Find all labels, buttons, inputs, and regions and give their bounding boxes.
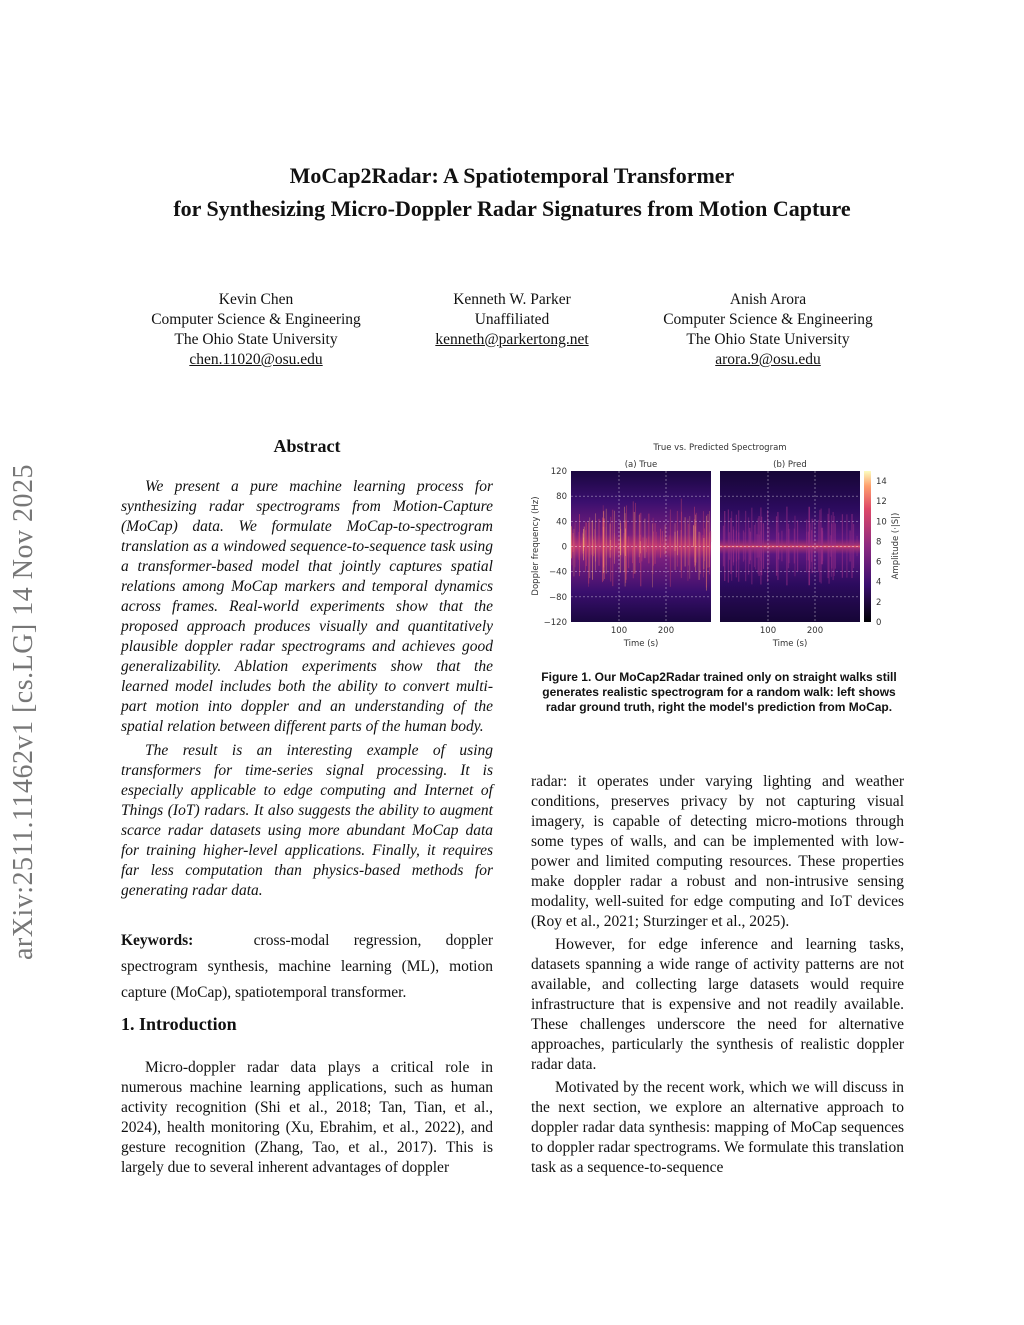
y-tick-label: 0 xyxy=(561,542,567,553)
colorbar-tick-label: 0 xyxy=(876,618,882,628)
y-axis-label: Doppler frequency (Hz) xyxy=(531,496,541,596)
x-tick-label: 200 xyxy=(657,626,675,636)
author-name: Anish Arora xyxy=(729,291,807,308)
y-tick-label: 80 xyxy=(556,492,567,503)
keywords-label: Keywords: xyxy=(121,932,194,949)
panel-title-true: (a) True xyxy=(624,460,658,470)
colorbar-tick-label: 12 xyxy=(876,497,887,508)
keywords-text: cross-modal regression, doppler spectrogram synthesis, machine learning (ML), motion capture (MoCap), spatiotemporal transformer. xyxy=(121,932,493,1001)
body-paragraph: However, for edge inference and learning tasks, datasets spanning a wide range of activity patterns are not available, and collecting large datasets would require infrastructure that is expensive and not readily available. These challenges underscore the need for alternative approaches, particularly the synthesis of realistic doppler radar data. xyxy=(531,936,904,1073)
figure-caption: Figure 1. Our MoCap2Radar trained only on straight walks still generates realistic spectrogram for a random walk: left shows radar ground truth, right the model's prediction from MoCap. xyxy=(541,670,897,714)
spectrogram-figure xyxy=(524,438,910,656)
x-axis-label-pred: Time (s) xyxy=(772,639,808,649)
author-email-link[interactable]: kenneth@parkertong.net xyxy=(435,331,589,348)
abstract-heading: Abstract xyxy=(273,436,341,456)
abstract-body xyxy=(121,477,493,901)
chart-title: True vs. Predicted Spectrogram xyxy=(653,443,787,453)
introduction-heading: 1. Introduction xyxy=(121,1014,237,1034)
author-email-link[interactable]: chen.11020@osu.edu xyxy=(189,351,323,368)
y-tick-label: −40 xyxy=(549,567,567,578)
author-email-link[interactable]: arora.9@osu.edu xyxy=(715,351,821,368)
keywords xyxy=(121,928,493,1006)
author-name: Kevin Chen xyxy=(218,291,294,308)
x-tick-label: 100 xyxy=(759,626,777,636)
abstract-paragraph: The result is an interesting example of using transformers for time-series signal processing. It is especially applicable to edge computing and Internet of Things (IoT) radars. It also suggests the ability to augment scarce radar datasets using more abundant MoCap data for training higher-level applications. Finally, it requires far less computation than physics-based methods for generating radar data. xyxy=(121,742,493,899)
author-block-2 xyxy=(382,290,642,350)
colorbar xyxy=(864,471,871,622)
colorbar-tick-label: 10 xyxy=(876,517,887,528)
colorbar-tick-label: 2 xyxy=(876,597,882,608)
author-affiliation: Unaffiliated xyxy=(474,311,550,328)
y-tick-labels xyxy=(544,467,567,628)
x-tick-label: 100 xyxy=(610,626,628,636)
author-name: Kenneth W. Parker xyxy=(453,291,571,308)
body-paragraph: radar: it operates under varying lighting and weather conditions, preserves privacy by not capturing visual imagery, is capable of detecting micro-motions through some types of walls, and can be implemented with low-power and limited computing resources. These properties make doppler radar a robust and non-intrusive sensing modality, well-suited for edge computing and IoT devices (Roy et al., 2021; Sturzinger et al., 2025). xyxy=(531,773,904,930)
colorbar-label: Amplitude (·|S|) xyxy=(891,512,901,580)
body-paragraph: Motivated by the recent work, which we will discuss in the next section, we explore an alternative approach to doppler radar data synthesis: mapping of MoCap sequences to doppler radar spectrograms. We formulate this translation task as a sequence-to-sequence xyxy=(531,1079,904,1176)
colorbar-tick-label: 14 xyxy=(876,477,887,488)
abstract-paragraph: We present a pure machine learning process for synthesizing radar spectrograms from Motion-Capture (MoCap) data. We formulate MoCap-to-spectrogram translation as a windowed sequence-to-sequence task using a transformer-based model that jointly captures spatial relations among MoCap markers and temporal dynamics across frames. Real-world experiments show that the proposed approach produces visually and quantitatively plausible doppler radar spectrograms and achieves good generalizability. Ablation experiments show that the learned model includes both the ability to convert multi-part motion into doppler and an understanding of the spatial relation between different parts of the human body. xyxy=(121,478,493,735)
colorbar-tick-label: 4 xyxy=(876,577,882,588)
author-affiliation: The Ohio State University xyxy=(174,331,338,348)
author-affiliation: Computer Science & Engineering xyxy=(663,311,873,328)
y-tick-label: −80 xyxy=(549,592,567,603)
y-tick-label: 120 xyxy=(550,467,567,477)
author-affiliation: Computer Science & Engineering xyxy=(151,311,361,328)
arxiv-stamp: arXiv:2511.11462v1 [cs.LG] 14 Nov 2025 xyxy=(8,464,39,960)
x-tick-labels-pred xyxy=(760,626,823,636)
y-tick-label: 40 xyxy=(556,517,567,528)
y-tick-label: −120 xyxy=(543,618,567,628)
introduction-paragraph: Micro-doppler radar data plays a critical role in numerous machine learning applications, such as human activity recognition (Shi et al., 2018; Tan, Tian, et al., 2024), health monitoring (Xu, Ebrahim, et al., 2022), and gesture recognition (Zhang, Tao, et al., 2017). This is largely due to several inherent advantages of doppler xyxy=(121,1059,493,1176)
x-tick-labels-true xyxy=(611,626,674,636)
x-tick-label: 200 xyxy=(806,626,824,636)
figure-1 xyxy=(524,438,910,656)
colorbar-tick-label: 6 xyxy=(876,557,882,568)
colorbar-tick-labels xyxy=(876,477,887,628)
author-affiliation: The Ohio State University xyxy=(686,331,850,348)
colorbar-tick-label: 8 xyxy=(876,537,882,548)
paper-title-line1: MoCap2Radar: A Spatiotemporal Transformer xyxy=(289,163,735,188)
x-axis-label-true: Time (s) xyxy=(623,639,659,649)
introduction-body xyxy=(121,1058,493,1178)
panel-title-pred: (b) Pred xyxy=(773,460,807,470)
paper-title-line2: for Synthesizing Micro-Doppler Radar Signatures from Motion Capture xyxy=(173,196,851,221)
author-block-3 xyxy=(638,290,898,370)
right-column-body xyxy=(531,772,904,1178)
author-block-1 xyxy=(126,290,386,370)
